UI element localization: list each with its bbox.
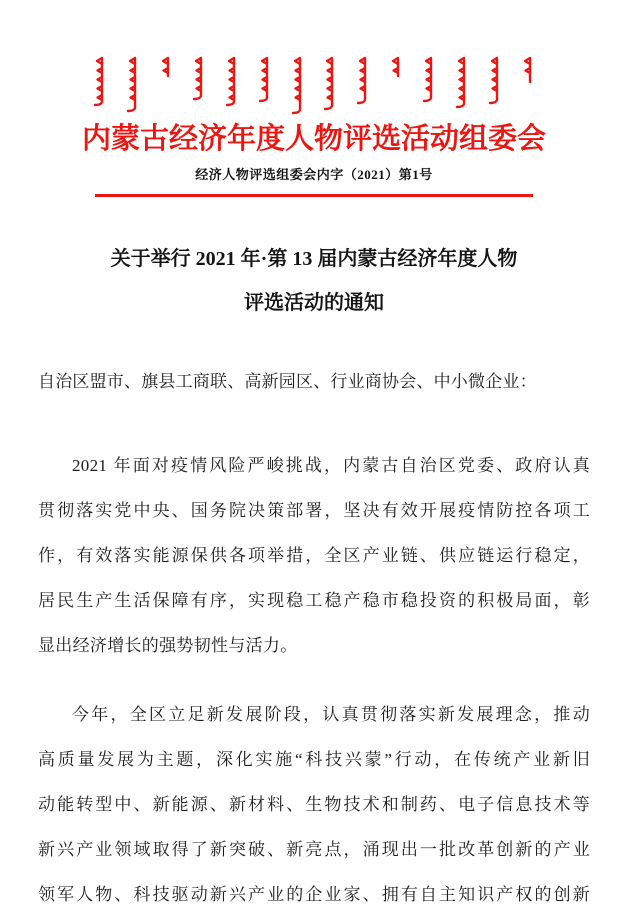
mongolian-word-glyph <box>92 56 108 116</box>
paragraph-line: 动能转型中、新能源、新材料、生物技术和制药、电子信息技术等 <box>38 795 590 814</box>
body-paragraphs <box>38 443 590 916</box>
paragraph-line: 贯彻落实党中央、国务院决策部署，坚决有效开展疫情防控各项工 <box>38 501 590 520</box>
mongolian-word-glyph <box>191 56 207 116</box>
mongolian-word-glyph <box>454 56 470 116</box>
mongolian-word-glyph <box>257 56 273 116</box>
mongolian-word-glyph <box>355 56 371 116</box>
org-title: 内蒙古经济年度人物评选活动组委会 <box>81 123 546 155</box>
mongolian-word-glyph <box>158 56 174 116</box>
document-title-line: 评选活动的通知 <box>244 292 384 314</box>
mongolian-word-glyph <box>388 56 404 116</box>
paragraph-line: 今年，全区立足新发展阶段，认真贯彻落实新发展理念，推动 <box>72 705 590 724</box>
doc-number: 经济人物评选组委会内字（2021）第1号 <box>195 167 433 182</box>
paragraph-line: 新兴产业领域取得了新突破、新亮点，涌现出一批改革创新的产业 <box>38 840 590 859</box>
paragraph <box>38 443 590 668</box>
mongolian-word-glyph <box>487 56 503 116</box>
mongolian-word-glyph <box>224 56 240 116</box>
paragraph-line: 作，有效落实能源保供各项举措，全区产业链、供应链运行稳定， <box>38 546 590 565</box>
mongolian-word-glyph <box>322 56 338 116</box>
paragraph-line: 显出经济增长的强势韧性与活力。 <box>38 636 298 655</box>
paragraph-line: 高质量发展为主题，深化实施“科技兴蒙”行动，在传统产业新旧 <box>38 750 590 769</box>
document-body <box>0 369 628 916</box>
paragraph-line: 居民生产生活保障有序，实现稳工稳产稳市稳投资的积极局面，彰 <box>38 591 590 610</box>
mongolian-word-glyph <box>290 56 306 116</box>
red-divider-line <box>95 194 533 197</box>
paragraph <box>38 692 590 916</box>
addressee-line: 自治区盟市、旗县工商联、高新园区、行业商协会、中小微企业： <box>38 372 537 391</box>
document-title-line: 关于举行 2021 年·第 13 届内蒙古经济年度人物 <box>110 248 518 270</box>
mongolian-word-glyph <box>520 56 536 116</box>
paragraph-line: 领军人物、科技驱动新兴产业的企业家、拥有自主知识产权的创新 <box>38 885 590 904</box>
paragraph-line: 2021 年面对疫情风险严峻挑战，内蒙古自治区党委、政府认真 <box>72 456 590 475</box>
mongolian-word-glyph <box>421 56 437 116</box>
document-title <box>0 237 628 325</box>
mongolian-word-glyph <box>125 56 141 116</box>
mongolian-script-header <box>92 56 536 116</box>
